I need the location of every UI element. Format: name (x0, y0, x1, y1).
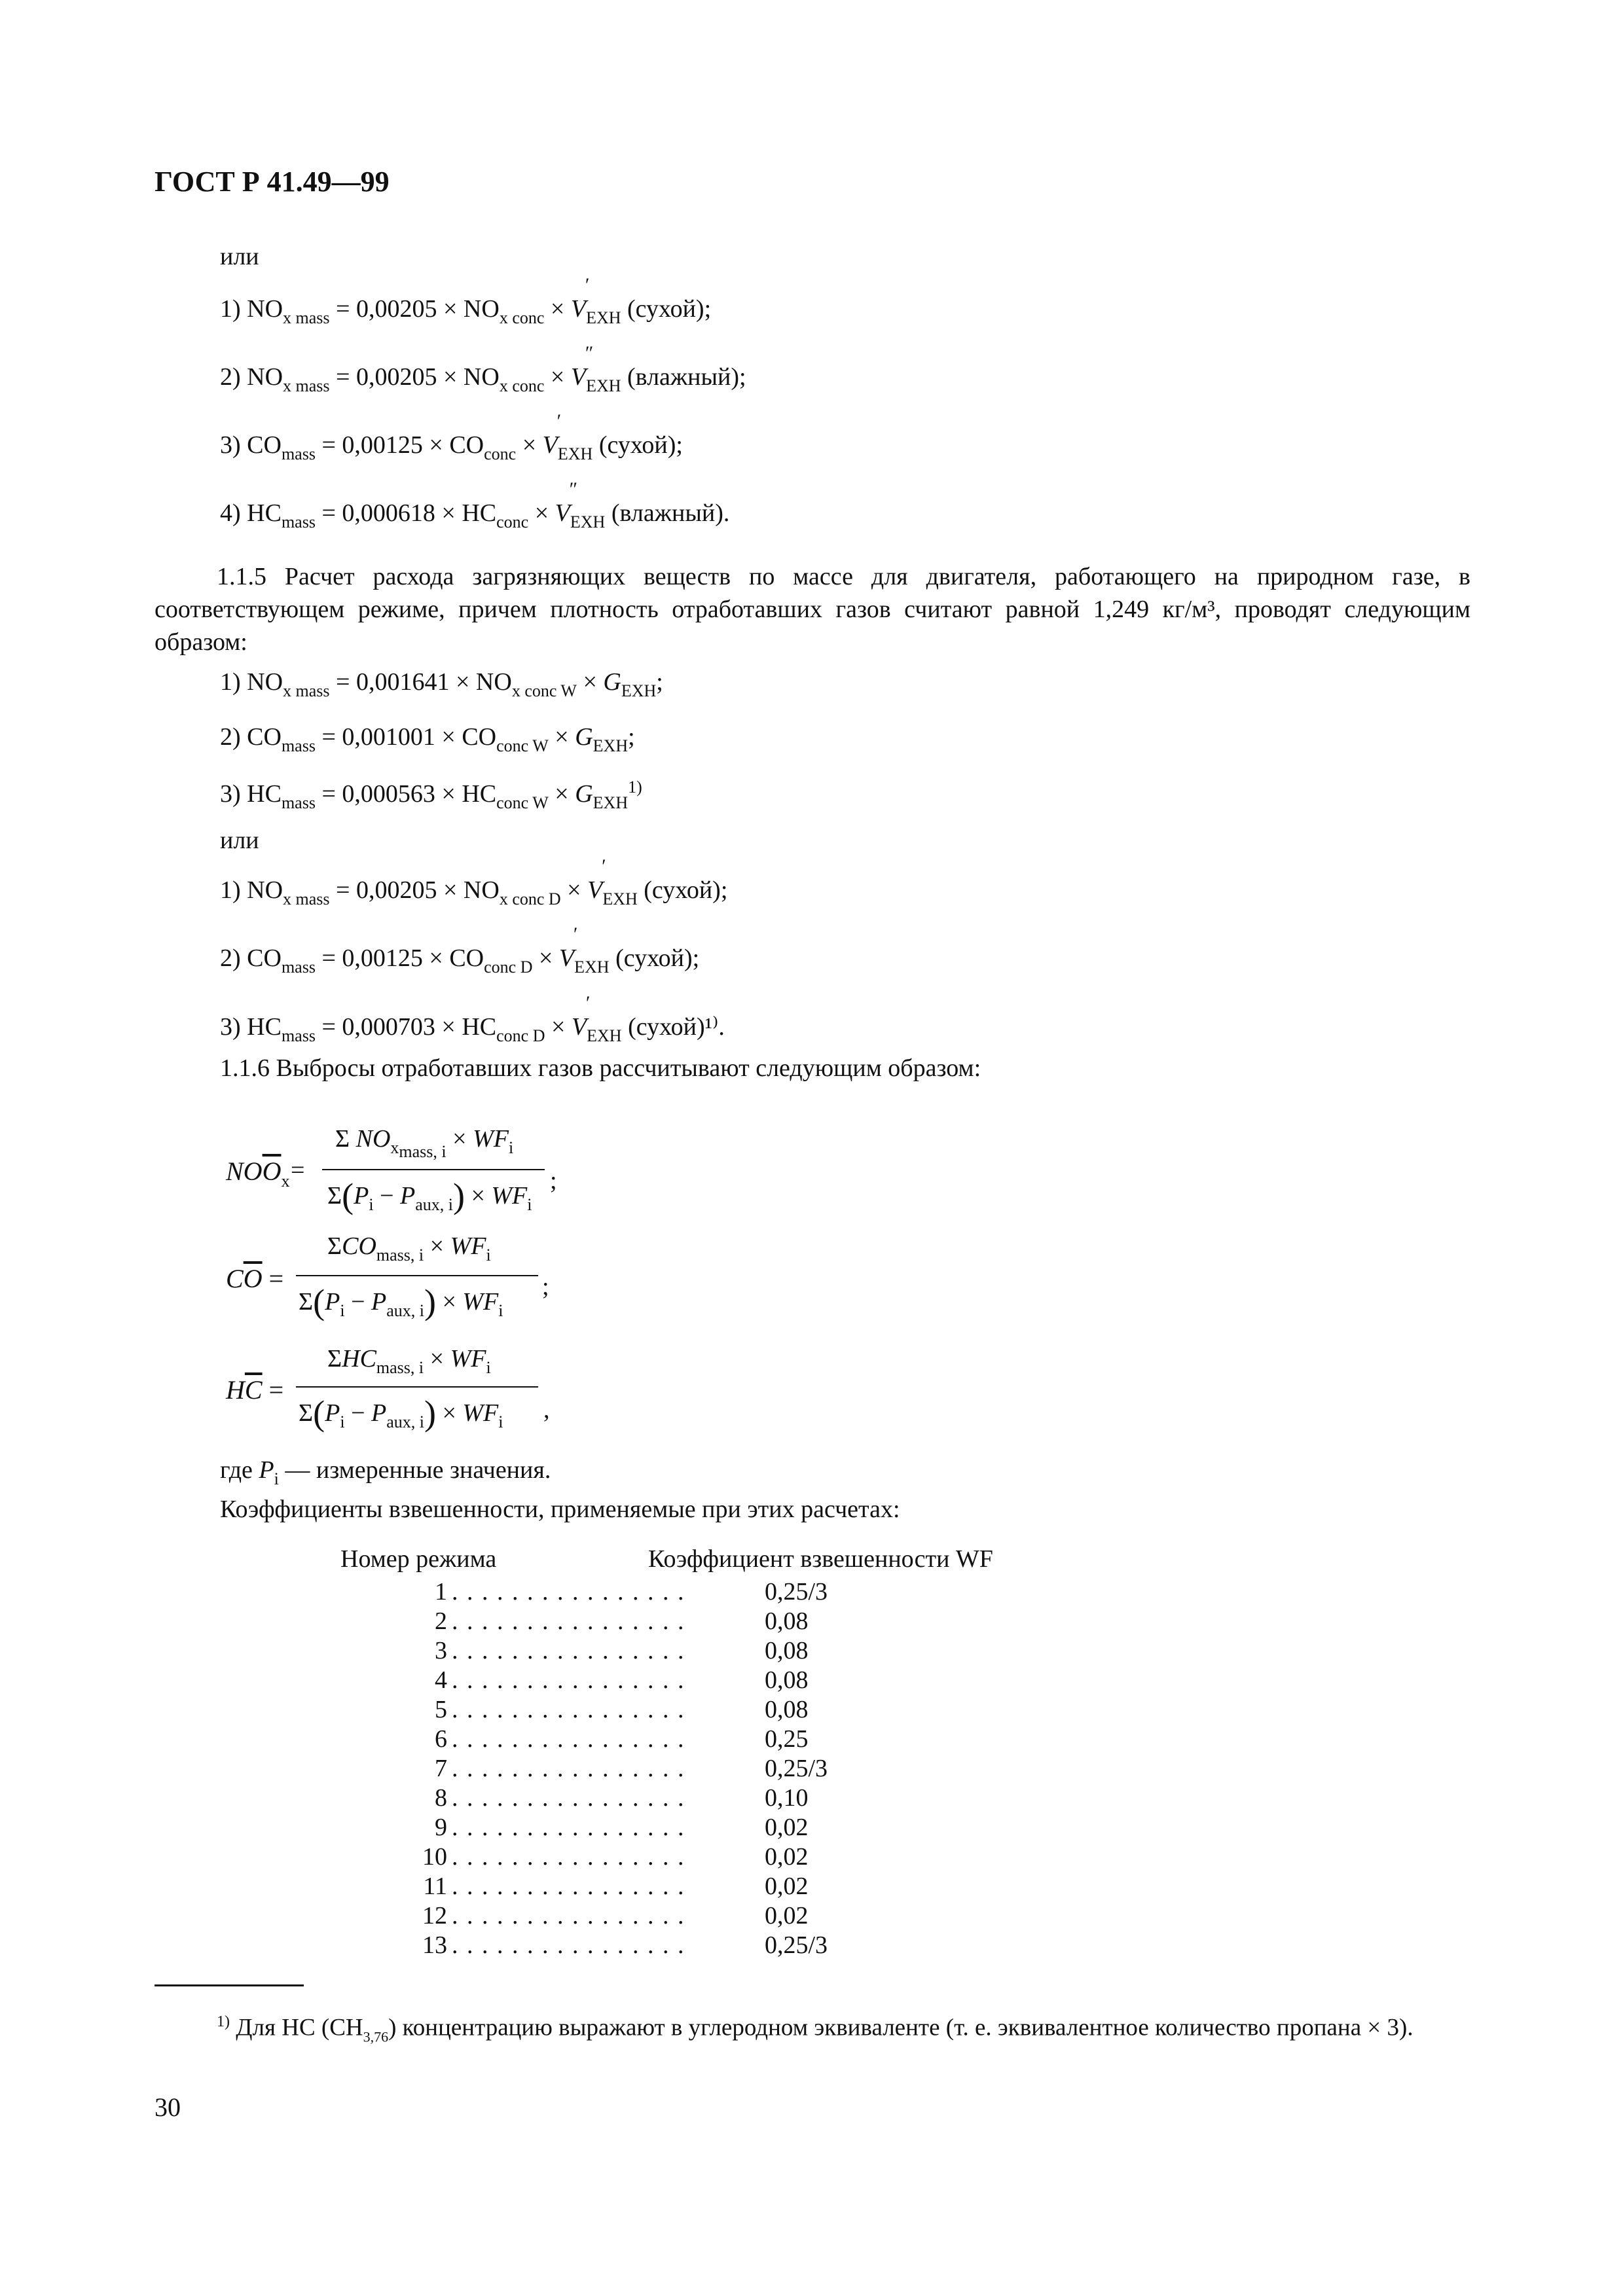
coef-intro: Коэффициенты взвешенности, применяемые при этих расчетах: (220, 1496, 900, 1523)
table-header-wf: Коэффициент взвешенности WF (648, 1545, 993, 1573)
leader-dots: . . . . . . . . . . . . . . . . (452, 1755, 685, 1782)
mode-number: 4 (435, 1666, 447, 1694)
co-semicolon: ; (542, 1273, 549, 1300)
paragraph-1-1-5: 1.1.5 Расчет расхода загрязняющих веществ по массе для двигателя, работающего на природном газе, в соответствующем режиме, причем плотность отработавших газов считают равной 1,249 кг/м³, проводят следующим образом: (155, 563, 1470, 656)
co-denominator: $\Sigma(P_i - P_{aux, i}) \times WF_i$ (299, 1282, 503, 1321)
where-line: где $P_i$ — измеренные значения. (220, 1456, 551, 1488)
page-number: 30 (155, 2092, 181, 2122)
or-label-2: или (220, 827, 259, 854)
paragraph-1-1-6: 1.1.6 Выбросы отработавших газов рассчитывают следующим образом: (220, 1054, 981, 1082)
mode-number: 8 (435, 1784, 447, 1812)
co-lhs: $C\overline{O}$ = (226, 1264, 284, 1293)
leader-dots: . . . . . . . . . . . . . . . . (452, 1637, 685, 1664)
wf-value: 0,25/3 (765, 1578, 828, 1605)
wf-value: 0,02 (765, 1843, 809, 1871)
formula-line: 3) $CO_{mass} = 0,00125 \times CO_{conc} \times V$ ′ $_{EXH}$ (сухой); (220, 410, 683, 463)
nox-numerator: Σ $NO_{xmass, i} \times WF_i$ (335, 1125, 514, 1161)
leader-dots: . . . . . . . . . . . . . . . . (452, 1666, 685, 1694)
mode-number: 11 (423, 1873, 447, 1900)
co-numerator: $\Sigma CO_{mass, i} \times WF_i$ (327, 1232, 491, 1265)
co-fraction-bar (296, 1275, 538, 1276)
leader-dots: . . . . . . . . . . . . . . . . (452, 1578, 685, 1605)
hc-denominator: $\Sigma(P_i - P_{aux, i}) \times WF_i$ (299, 1393, 503, 1433)
wf-value: 0,08 (765, 1696, 809, 1723)
wf-value: 0,25/3 (765, 1931, 828, 1959)
wf-value: 0,08 (765, 1607, 809, 1635)
formula-line: 4) $HC_{mass} = 0,000618 \times HC_{conc} \times V$ ″ $_{EXH}$ (влажный). (220, 478, 730, 531)
mode-number: 3 (435, 1637, 447, 1664)
leader-dots: . . . . . . . . . . . . . . . . (452, 1902, 685, 1929)
nox-semicolon: ; (550, 1167, 557, 1194)
hc-comma: , (543, 1396, 550, 1424)
formula-line: 2) $NO_{x mass} = 0,00205 \times NO_{x conc} \times V$ ″ $_{EXH}$ (влажный); (220, 342, 746, 395)
footnote: $^{1)}$ Для НС $(СН_{3,76})$ концентрацию выражают в углеродном эквиваленте (т. е. эквивалентное количество пропана × 3). (217, 2013, 1413, 2045)
wf-value: 0,02 (765, 1873, 809, 1900)
footnote-rule (155, 1984, 304, 1986)
leader-dots: . . . . . . . . . . . . . . . . (452, 1873, 685, 1900)
mode-number: 13 (422, 1931, 447, 1959)
table-header-mode: Номер режима (340, 1545, 497, 1573)
wf-value: 0,10 (765, 1784, 809, 1812)
mode-number: 5 (435, 1696, 447, 1723)
leader-dots: . . . . . . . . . . . . . . . . (452, 1784, 685, 1812)
mode-number: 9 (435, 1814, 447, 1841)
hc-numerator: $\Sigma HC_{mass, i} \times WF_i$ (327, 1345, 491, 1377)
mode-number: 10 (422, 1843, 447, 1871)
formula-line: 1) $NO_{x mass} = 0,001641 \times NO_{x conc W} \times G_{EXH}$; (220, 668, 663, 700)
hc-lhs: $H\overline{C}$ = (226, 1375, 284, 1405)
leader-dots: . . . . . . . . . . . . . . . . (452, 1814, 685, 1841)
leader-dots: . . . . . . . . . . . . . . . . (452, 1931, 685, 1959)
or-label: или (220, 243, 259, 270)
wf-value: 0,02 (765, 1814, 809, 1841)
nox-denominator: $\Sigma(P_i - P_{aux, i}) \times WF_i$ (327, 1176, 532, 1215)
wf-value: 0,25 (765, 1725, 809, 1753)
mode-number: 2 (435, 1607, 447, 1635)
formula-line: 2) $CO_{mass} = 0,001001 \times CO_{conc W} \times G_{EXH}$; (220, 723, 635, 755)
mode-number: 1 (435, 1578, 447, 1605)
formula-line: 2) $CO_{mass} = 0,00125 \times CO_{conc D} \times V$ ′ $_{EXH}$ (сухой); (220, 924, 700, 977)
nox-lhs: $NO\overline{O}_x$ (226, 1157, 290, 1191)
mode-number: 6 (435, 1725, 447, 1753)
wf-value: 0,08 (765, 1666, 809, 1694)
nox-equals: = (291, 1157, 305, 1184)
wf-value: 0,08 (765, 1637, 809, 1664)
formula-line: 1) $NO_{x mass} = 0,00205 \times NO_{x conc D} \times V$ ′ $_{EXH}$ (сухой); (220, 855, 728, 908)
mode-number: 12 (422, 1902, 447, 1929)
nox-fraction-bar (322, 1169, 545, 1170)
wf-value: 0,25/3 (765, 1755, 828, 1782)
leader-dots: . . . . . . . . . . . . . . . . (452, 1607, 685, 1635)
leader-dots: . . . . . . . . . . . . . . . . (452, 1696, 685, 1723)
formula-line: 1) $NO_{x mass} = 0,00205 \times NO_{x conc} \times V$ ′ $_{EXH}$ (сухой); (220, 274, 712, 327)
formula-line: 3) $HC_{mass} = 0,000563 \times HC_{conc W} \times G_{EXH}^{1)}$ (220, 778, 642, 812)
mode-number: 7 (435, 1755, 447, 1782)
leader-dots: . . . . . . . . . . . . . . . . (452, 1843, 685, 1871)
hc-fraction-bar (296, 1386, 538, 1388)
formula-line: 3) $HC_{mass} = 0,000703 \times HC_{conc D} \times V$ ′ $_{EXH}$ (сухой)¹⁾. (220, 992, 725, 1045)
document-header: ГОСТ Р 41.49—99 (155, 166, 390, 198)
wf-value: 0,02 (765, 1902, 809, 1929)
leader-dots: . . . . . . . . . . . . . . . . (452, 1725, 685, 1753)
